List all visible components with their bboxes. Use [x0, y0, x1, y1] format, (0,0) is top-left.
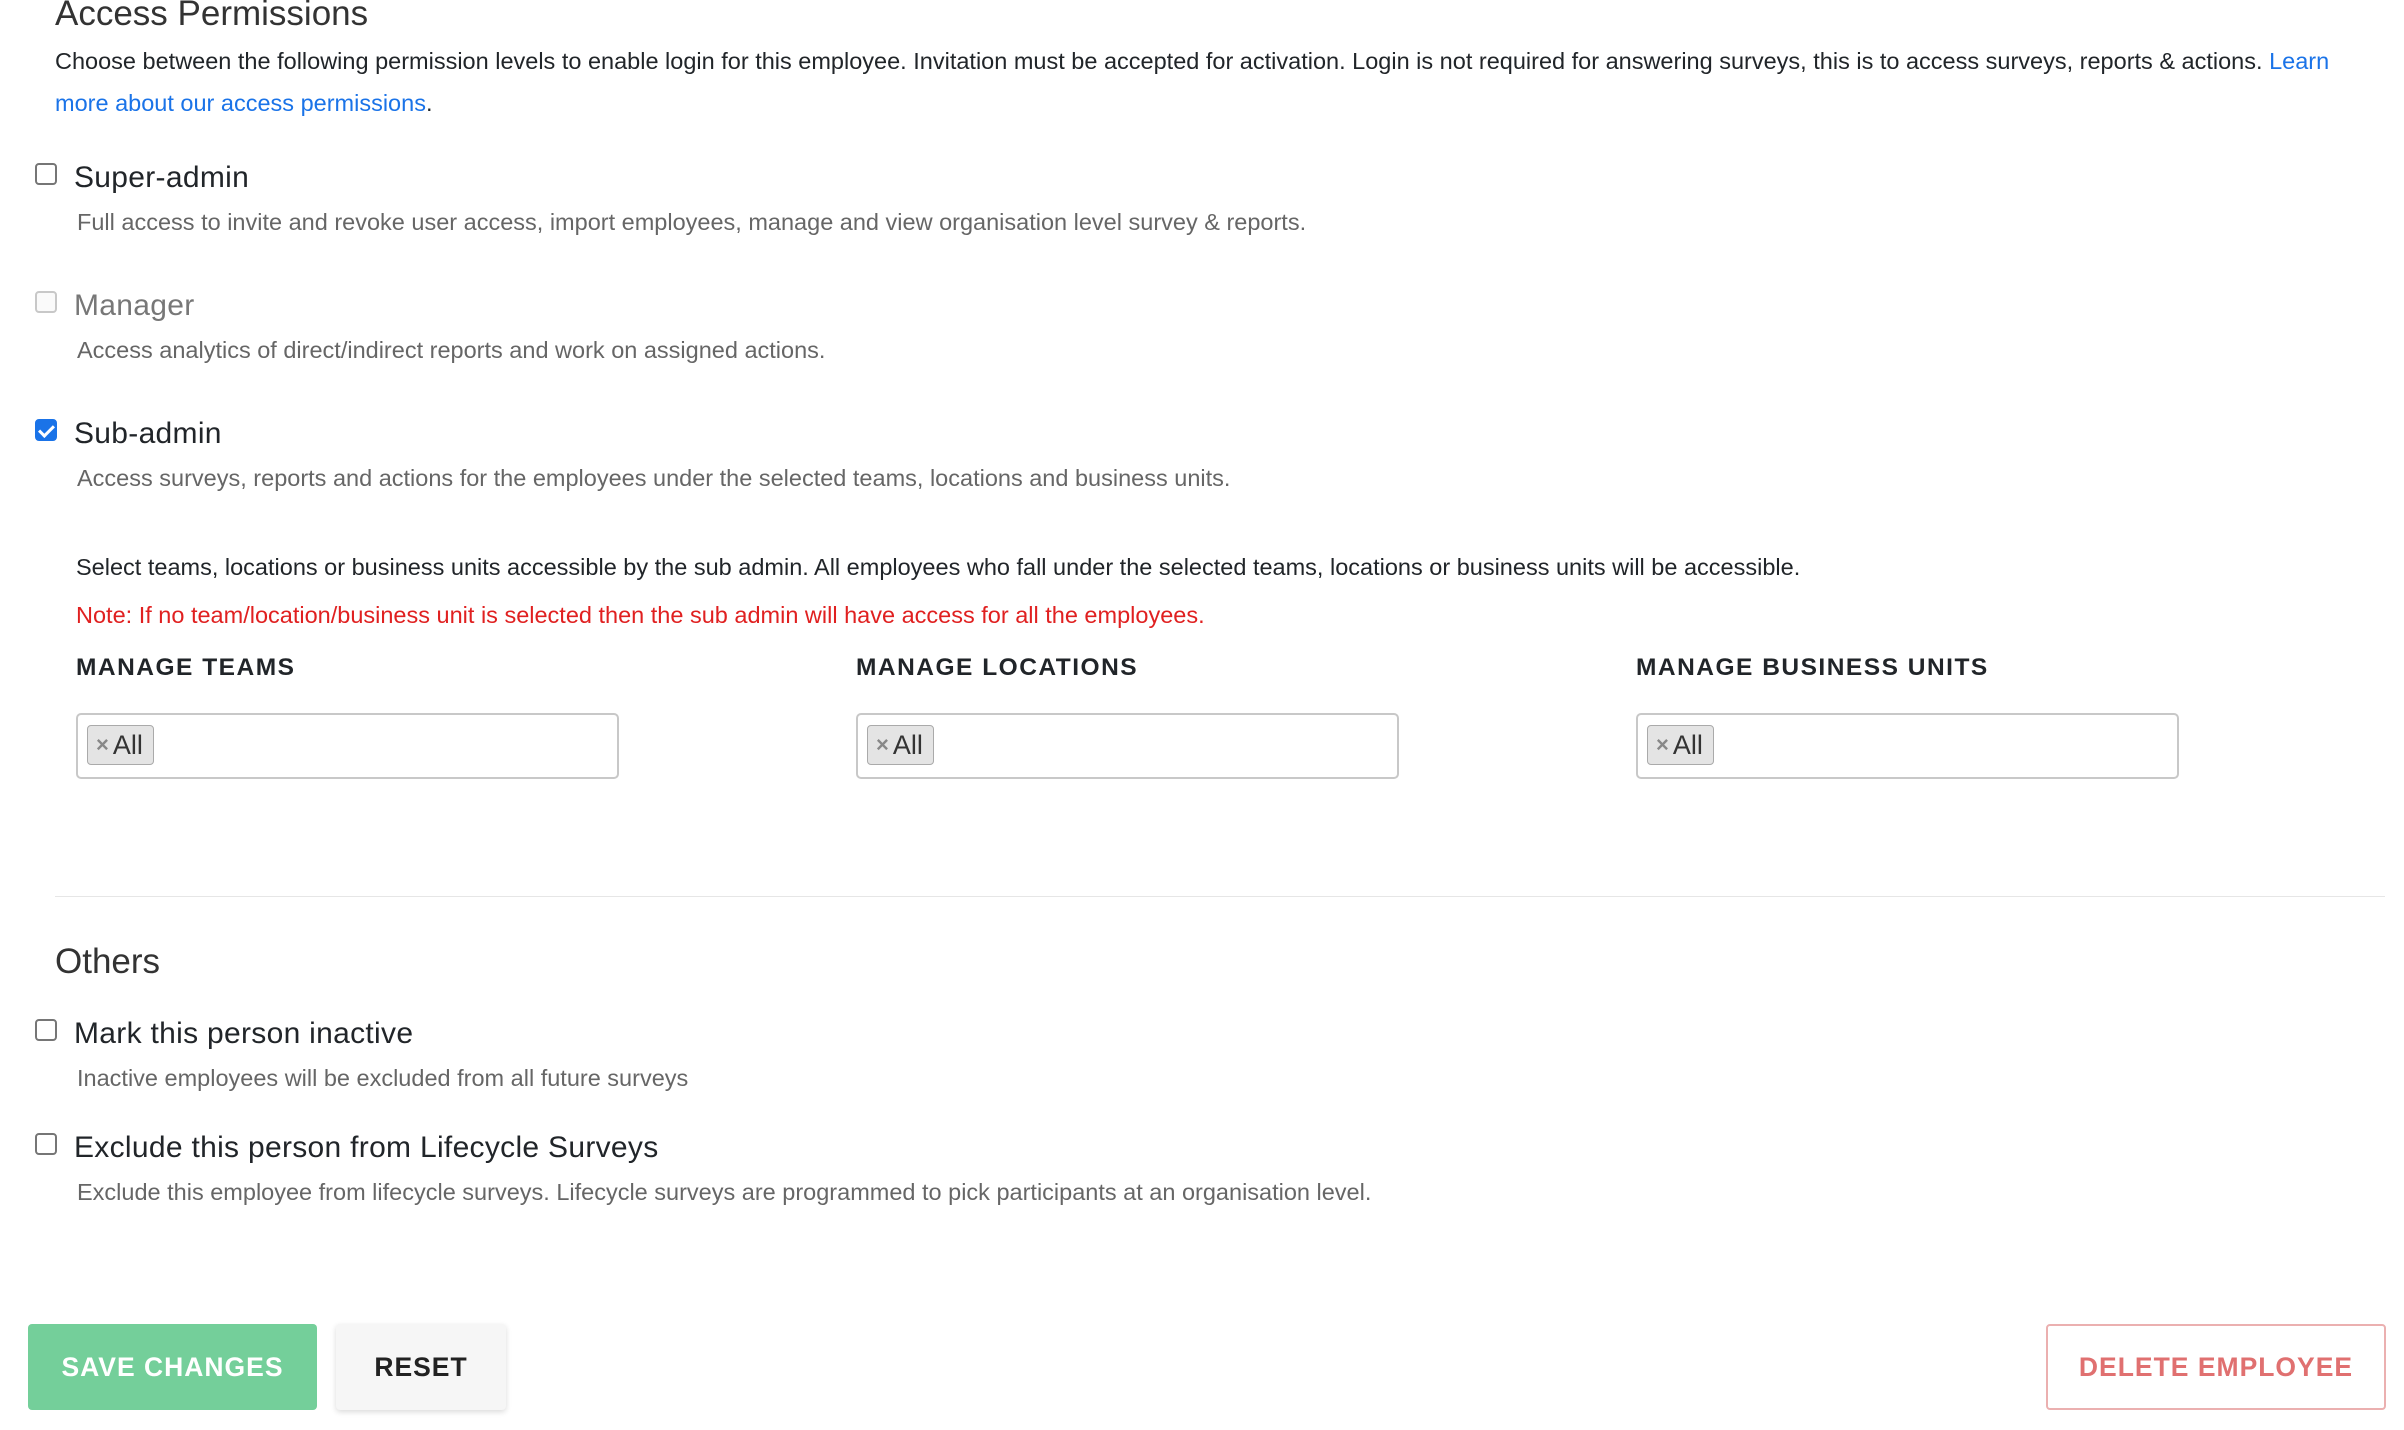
manage-teams-label: MANAGE TEAMS [76, 654, 296, 681]
manage-business-units-select[interactable] [1636, 713, 2179, 779]
teams-tag-all [87, 725, 154, 765]
intro-text: Choose between the following permission levels to enable login for this employee. Invitation must be accepted for activation. Login is not required for answering surveys, this is to access surveys, reports & actions. [55, 48, 2270, 74]
exclude-lifecycle-description: Exclude this employee from lifecycle surveys. Lifecycle surveys are programmed to pick participants at an organisation level. [77, 1179, 1372, 1205]
manage-business-units-label: MANAGE BUSINESS UNITS [1636, 654, 1989, 681]
mark-inactive-description: Inactive employees will be excluded from all future surveys [77, 1065, 689, 1091]
super-admin-checkbox[interactable] [35, 163, 57, 185]
reset-button[interactable]: RESET [336, 1324, 506, 1410]
mark-inactive-label[interactable]: Mark this person inactive [74, 1017, 414, 1050]
manager-label[interactable]: Manager [74, 289, 195, 322]
manager-checkbox[interactable] [35, 291, 57, 313]
manage-locations-select[interactable] [856, 713, 1399, 779]
exclude-lifecycle-checkbox[interactable] [35, 1133, 57, 1155]
manage-teams-select[interactable] [76, 713, 619, 779]
access-permissions-title: Access Permissions [55, 0, 369, 33]
locations-tag-all [867, 725, 934, 765]
super-admin-label[interactable]: Super-admin [74, 161, 250, 194]
section-divider [55, 896, 2385, 897]
save-changes-button[interactable]: SAVE CHANGES [28, 1324, 317, 1410]
sub-admin-label[interactable]: Sub-admin [74, 417, 222, 450]
sub-admin-description: Access surveys, reports and actions for the employees under the selected teams, locations and business units. [77, 465, 1231, 491]
sub-admin-note: Note: If no team/location/business unit is selected then the sub admin will have access for all the employees. [76, 602, 1205, 628]
business-units-tag-all [1647, 725, 1714, 765]
delete-employee-button[interactable]: DELETE EMPLOYEE [2046, 1324, 2386, 1410]
access-permissions-link[interactable]: Learn more about our access permissions [55, 48, 2330, 116]
tag-label: All [112, 729, 143, 760]
tag-label: All [1672, 729, 1703, 760]
manage-locations-label: MANAGE LOCATIONS [856, 654, 1139, 681]
sub-admin-checkbox[interactable] [35, 419, 57, 441]
mark-inactive-checkbox[interactable] [35, 1019, 57, 1041]
remove-tag-icon[interactable]: × [1656, 732, 1669, 757]
tag-label: All [892, 729, 923, 760]
remove-tag-icon[interactable]: × [876, 732, 889, 757]
super-admin-description: Full access to invite and revoke user access, import employees, manage and view organisation level survey & reports. [77, 209, 1307, 235]
manager-description: Access analytics of direct/indirect reports and work on assigned actions. [77, 337, 826, 363]
exclude-lifecycle-label[interactable]: Exclude this person from Lifecycle Surveys [74, 1131, 659, 1164]
others-title: Others [55, 942, 161, 981]
remove-tag-icon[interactable]: × [96, 732, 109, 757]
intro-end: . [425, 90, 433, 116]
access-permissions-intro [55, 40, 2375, 124]
sub-admin-info-text: Select teams, locations or business units accessible by the sub admin. All employees who fall under the selected teams, locations or business units will be accessible. [76, 554, 1801, 580]
